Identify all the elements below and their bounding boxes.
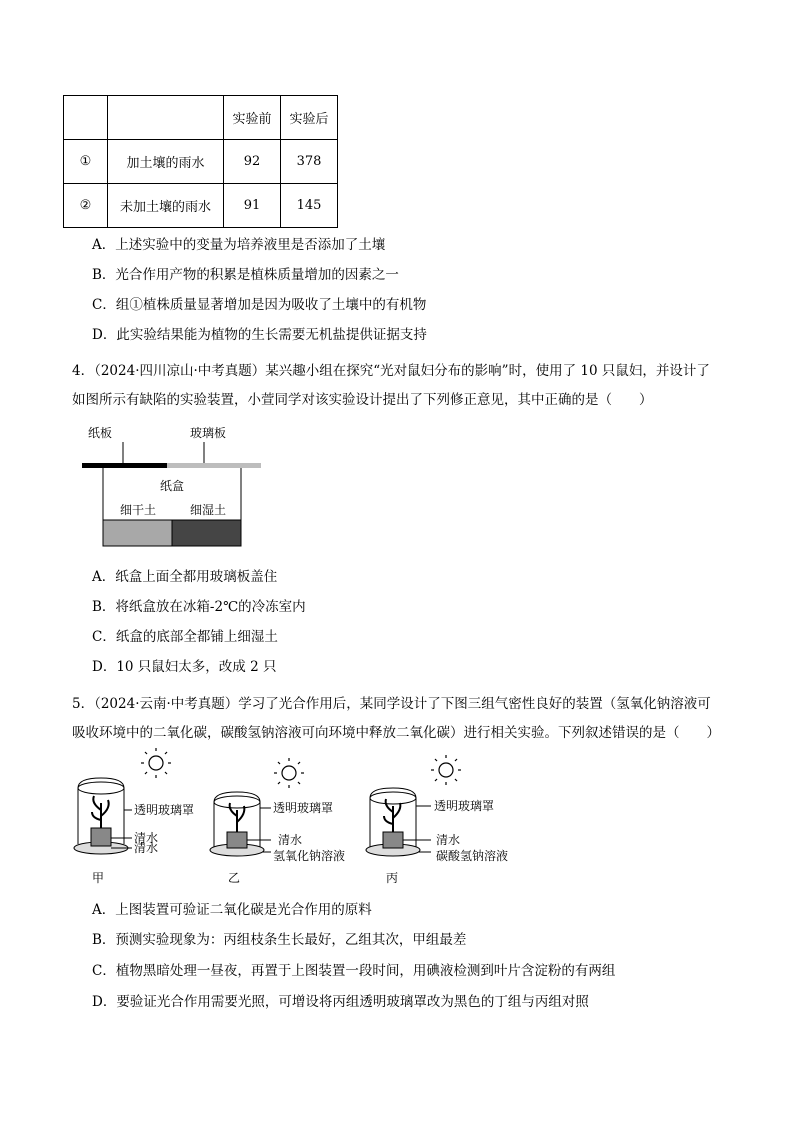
q4-option-c: C．纸盒的底部全都铺上细湿土 [92, 629, 278, 645]
table-row [64, 184, 338, 228]
sun-icon [274, 758, 304, 788]
wet-soil-label: 细湿土 [190, 503, 227, 517]
sun-icon [141, 748, 171, 778]
q3-option-a: A．上述实验中的变量为培养液里是否添加了土壤 [92, 237, 386, 253]
table-cell: 加土壤的雨水 [108, 140, 224, 184]
box-label: 纸盒 [160, 479, 185, 493]
sun-icon [431, 755, 461, 785]
jar-label: 透明玻璃罩 [134, 803, 195, 817]
setup-jia [74, 748, 194, 885]
q3-option-b: B．光合作用产物的积累是植株质量增加的因素之一 [92, 267, 399, 283]
data-table [63, 95, 338, 228]
setup-bing [366, 755, 508, 885]
cardboard-label: 纸板 [88, 426, 113, 440]
q4-figure [80, 420, 270, 550]
q5-option-d: D．要验证光合作用需要光照，可增设将丙组透明玻璃罩改为黑色的丁组与丙组对照 [92, 994, 589, 1010]
q5-option-c: C．植物黑暗处理一昼夜，再置于上图装置一段时间，用碘液检测到叶片含淀粉的有两组 [92, 963, 616, 979]
dish-water-label: 清水 [134, 841, 159, 855]
q4-option-b: B．将纸盒放在冰箱-2℃的冷冻室内 [92, 599, 306, 615]
jar-label: 透明玻璃罩 [273, 801, 334, 815]
glass-label: 玻璃板 [190, 426, 227, 440]
glass-plate [167, 463, 261, 468]
q4-stem-line2: 如图所示有缺陷的实验装置，小萱同学对该实验设计提出了下列修正意见，其中正确的是（ ） [72, 392, 653, 408]
beaker [383, 832, 403, 848]
q4-stem-line1: 4．（2024·四川凉山·中考真题）某兴趣小组在探究“光对鼠妇分布的影响”时，使用了 10 只鼠妇，并设计了 [72, 363, 710, 379]
dry-soil-label: 细干土 [120, 503, 157, 517]
group-label: 甲 [92, 871, 105, 885]
header-cell: 实验前 [224, 96, 281, 140]
water-label: 清水 [436, 833, 461, 847]
group-label: 丙 [386, 871, 399, 885]
table-cell: 未加土壤的雨水 [108, 184, 224, 228]
table-row [64, 140, 338, 184]
q4-option-a: A．纸盒上面全都用玻璃板盖住 [92, 569, 278, 585]
table-cell: ① [64, 140, 108, 184]
water-label: 清水 [134, 831, 159, 845]
q5-stem-line1: 5．（2024·云南·中考真题）学习了光合作用后，某同学设计了下图三组气密性良好的装置（氢氧化钠溶液可 [72, 696, 711, 712]
water-label: 清水 [278, 833, 303, 847]
group-label: 乙 [228, 871, 241, 885]
wet-soil-region [172, 520, 241, 546]
q5-figure [66, 748, 536, 888]
table-cell: 91 [224, 184, 281, 228]
jar-label: 透明玻璃罩 [434, 799, 495, 813]
header-cell: 实验后 [281, 96, 338, 140]
q5-stem-line2: 吸收环境中的二氧化碳，碳酸氢钠溶液可向环境中释放二氧化碳）进行相关实验。下列叙述错误的是（ ） [72, 725, 720, 741]
table-cell: ② [64, 184, 108, 228]
q4-option-d: D．10 只鼠妇太多，改成 2 只 [92, 659, 277, 675]
setup-yi [210, 758, 345, 885]
table-header-row [64, 96, 338, 140]
table-cell: 145 [281, 184, 338, 228]
beaker [91, 828, 111, 846]
q3-option-c: C．组①植株质量显著增加是因为吸收了土壤中的有机物 [92, 297, 427, 313]
dry-soil-region [103, 520, 172, 546]
q5-option-a: A．上图装置可验证二氧化碳是光合作用的原料 [92, 902, 372, 918]
header-cell [64, 96, 108, 140]
q5-option-b: B．预测实验现象为：丙组枝条生长最好，乙组其次，甲组最差 [92, 932, 467, 948]
table-cell: 378 [281, 140, 338, 184]
table-cell: 92 [224, 140, 281, 184]
nahco3-label: 碳酸氢钠溶液 [436, 849, 509, 863]
cardboard-plate [82, 463, 167, 468]
header-cell [108, 96, 224, 140]
naoh-label: 氢氧化钠溶液 [273, 849, 346, 863]
beaker [227, 832, 247, 848]
q3-option-d: D．此实验结果能为植物的生长需要无机盐提供证据支持 [92, 327, 427, 343]
